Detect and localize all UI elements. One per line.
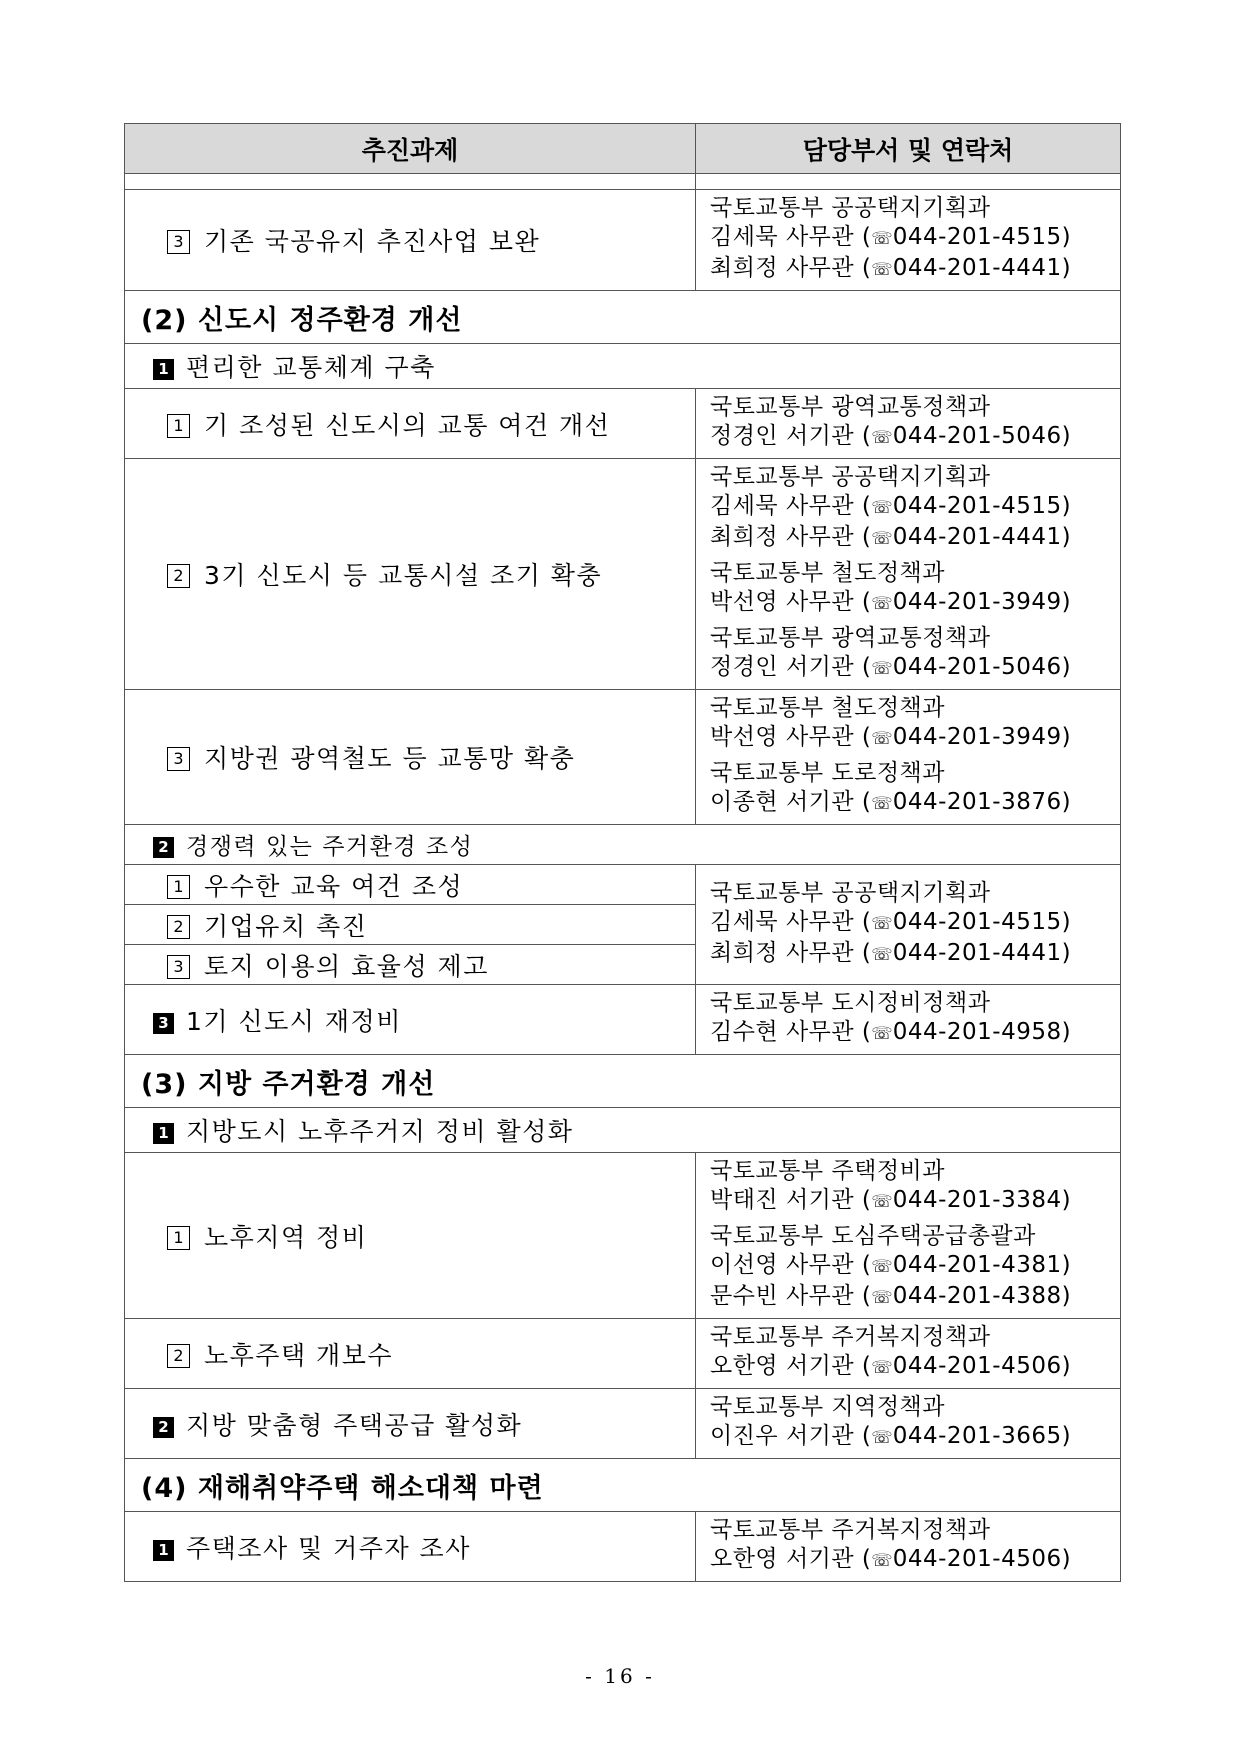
contact-person: 최희정 사무관 (☏044-201-4441): [710, 524, 1072, 550]
task-text: 지방권 광역철도 등 교통망 확충: [204, 744, 576, 773]
table-row: [125, 1153, 1121, 1319]
subsection-row: [125, 344, 1121, 389]
black-square-number: 2: [153, 837, 174, 858]
task-text: 3기 신도시 등 교통시설 조기 확충: [204, 561, 603, 590]
black-square-number: 2: [153, 1417, 174, 1438]
table-row: [125, 1389, 1121, 1459]
section-title: (3) 지방 주거환경 개선: [125, 1055, 1121, 1108]
phone-number: 044-201-4958: [892, 1019, 1062, 1045]
person-name: 김세묵 사무관: [710, 908, 855, 935]
contact-person: 김세묵 사무관 (☏044-201-4515): [710, 493, 1072, 519]
task-cell: [125, 1319, 696, 1389]
phone-number: 044-201-3949: [892, 589, 1062, 615]
table-row: [125, 389, 1121, 459]
task-text: 노후지역 정비: [204, 1222, 368, 1252]
page-number: - 16 -: [585, 1664, 655, 1688]
person-name: 이진우 서기관: [710, 1423, 855, 1449]
department-name: 국토교통부 주거복지정책과: [710, 1324, 991, 1350]
contact-cell: [696, 1319, 1121, 1389]
contact-person: 이선영 사무관 (☏044-201-4381): [710, 1252, 1072, 1278]
person-name: 오한영 서기관: [710, 1546, 855, 1572]
phone-icon: ☏: [871, 794, 893, 814]
task-cell: [125, 459, 696, 690]
subsection-row: [125, 825, 1121, 865]
table-row: [125, 985, 1121, 1055]
person-name: 김수현 사무관: [710, 1019, 855, 1045]
phone-icon: ☏: [871, 1024, 893, 1044]
task-text: 우수한 교육 여건 조성: [204, 871, 464, 901]
department-name: 국토교통부 도로정책과: [710, 760, 945, 786]
department-name: 국토교통부 도심주택공급총괄과: [710, 1223, 1036, 1249]
phone-icon: ☏: [871, 428, 893, 448]
phone-icon: ☏: [871, 529, 893, 549]
boxed-number: 3: [167, 230, 190, 254]
contact-group: [710, 1157, 1120, 1217]
phone-icon: ☏: [871, 260, 893, 280]
task-cell: [125, 389, 696, 459]
task-text: 지방 맞춤형 주택공급 활성화: [186, 1410, 523, 1440]
task-cell: [125, 190, 696, 291]
task-text: 기업유치 촉진: [204, 911, 368, 941]
phone-number: 044-201-4506: [892, 1353, 1062, 1379]
table-header-row: [125, 124, 1121, 174]
phone-icon: ☏: [871, 1192, 893, 1212]
contact-group: [710, 694, 1120, 754]
task-cell: [125, 1389, 696, 1459]
phone-icon: ☏: [871, 913, 893, 934]
section-title: (4) 재해취약주택 해소대책 마련: [125, 1459, 1121, 1512]
phone-icon: ☏: [871, 498, 893, 518]
section-row: [125, 1055, 1121, 1108]
subsection-row: [125, 1108, 1121, 1153]
department-name: 국토교통부 도시정비정책과: [710, 990, 991, 1016]
person-name: 김세묵 사무관: [710, 493, 855, 519]
task-cell: [125, 1512, 696, 1582]
phone-number: 044-201-4515: [892, 224, 1062, 250]
table-row: [125, 1512, 1121, 1582]
phone-number: 044-201-4441: [892, 255, 1062, 281]
contact-group: [710, 624, 1120, 684]
phone-icon: ☏: [871, 1358, 893, 1378]
phone-number: 044-201-4515: [892, 493, 1062, 519]
contact-person: 박선영 사무관 (☏044-201-3949): [710, 589, 1072, 615]
task-contact-table: [124, 123, 1121, 1582]
person-name: 정경인 서기관: [710, 654, 855, 680]
person-name: 최희정 사무관: [710, 939, 855, 966]
department-name: 국토교통부 광역교통정책과: [710, 394, 991, 420]
table-row: [125, 190, 1121, 291]
person-name: 박태진 서기관: [710, 1187, 855, 1213]
phone-number: 044-201-4506: [892, 1546, 1062, 1572]
section-row: [125, 291, 1121, 344]
boxed-number: 1: [167, 1226, 190, 1250]
department-name: 국토교통부 공공택지기획과: [710, 195, 991, 221]
task-cell: [125, 905, 696, 945]
person-name: 이선영 사무관: [710, 1252, 855, 1278]
person-name: 문수빈 사무관: [710, 1283, 855, 1309]
contact-cell: [696, 1389, 1121, 1459]
boxed-number: 1: [167, 875, 190, 899]
task-text: 주택조사 및 거주자 조사: [186, 1533, 471, 1563]
task-text: 지방도시 노후주거지 정비 활성화: [186, 1117, 574, 1146]
task-cell: [125, 1153, 696, 1319]
contact-group: [710, 463, 1120, 554]
phone-number: 044-201-5046: [892, 654, 1062, 680]
task-text: 기존 국공유지 추진사업 보완: [204, 227, 541, 256]
department-name: 국토교통부 철도정책과: [710, 560, 945, 586]
department-name: 국토교통부 공공택지기획과: [710, 879, 991, 906]
department-name: 국토교통부 주택정비과: [710, 1158, 945, 1184]
subsection-title: [125, 1108, 1121, 1153]
contact-person: 김수현 사무관 (☏044-201-4958): [710, 1019, 1072, 1045]
black-square-number: 1: [153, 1123, 174, 1144]
phone-number: 044-201-3949: [892, 724, 1062, 750]
table-row: [125, 459, 1121, 690]
contact-cell: [696, 690, 1121, 825]
boxed-number: 1: [167, 414, 190, 438]
contact-group: [710, 1323, 1120, 1383]
black-square-number: 1: [153, 1540, 174, 1561]
spacer-row: [125, 174, 1121, 190]
contact-person: 이종현 서기관 (☏044-201-3876): [710, 789, 1072, 815]
contact-group: [710, 759, 1120, 819]
phone-number: 044-201-3876: [892, 789, 1062, 815]
phone-icon: ☏: [871, 729, 893, 749]
contact-person: 최희정 사무관 (☏044-201-4441): [710, 939, 1072, 966]
contact-person: 오한영 서기관 (☏044-201-4506): [710, 1546, 1072, 1572]
contact-person: 오한영 서기관 (☏044-201-4506): [710, 1353, 1072, 1379]
person-name: 오한영 서기관: [710, 1353, 855, 1379]
person-name: 최희정 사무관: [710, 255, 855, 281]
phone-number: 044-201-5046: [892, 423, 1062, 449]
task-text: 노후주택 개보수: [204, 1340, 393, 1370]
contact-group: [710, 989, 1120, 1049]
task-text: 1기 신도시 재정비: [186, 1006, 402, 1036]
contact-group: [710, 1516, 1120, 1576]
boxed-number: 3: [167, 955, 190, 979]
subsection-title: [125, 344, 1121, 389]
task-cell: [125, 985, 696, 1055]
person-name: 이종현 서기관: [710, 789, 855, 815]
contact-cell: [696, 1153, 1121, 1319]
phone-icon: ☏: [871, 1551, 893, 1571]
contact-person: 박선영 사무관 (☏044-201-3949): [710, 724, 1072, 750]
contact-person: 김세묵 사무관 (☏044-201-4515): [710, 224, 1072, 250]
contact-person: 김세묵 사무관 (☏044-201-4515): [710, 908, 1072, 935]
contact-cell: [696, 459, 1121, 690]
phone-number: 044-201-3384: [892, 1187, 1062, 1213]
contact-person: 정경인 서기관 (☏044-201-5046): [710, 654, 1072, 680]
contact-person: 박태진 서기관 (☏044-201-3384): [710, 1187, 1072, 1213]
table-row: [125, 1319, 1121, 1389]
phone-number: 044-201-4441: [892, 524, 1062, 550]
header-contact: 담당부서 및 연락처: [696, 124, 1121, 174]
contact-cell: [696, 1512, 1121, 1582]
phone-number: 044-201-4515: [892, 908, 1062, 935]
contact-cell: [696, 389, 1121, 459]
boxed-number: 3: [167, 747, 190, 771]
contact-person: 문수빈 사무관 (☏044-201-4388): [710, 1283, 1072, 1309]
task-cell: [125, 945, 696, 985]
contact-person: 최희정 사무관 (☏044-201-4441): [710, 255, 1072, 281]
phone-icon: ☏: [871, 944, 893, 965]
boxed-number: 2: [167, 1344, 190, 1368]
contact-group: [710, 194, 1120, 285]
person-name: 김세묵 사무관: [710, 224, 855, 250]
task-text: 기 조성된 신도시의 교통 여건 개선: [204, 410, 611, 440]
section-row: [125, 1459, 1121, 1512]
contact-cell: [696, 190, 1121, 291]
phone-icon: ☏: [871, 1288, 893, 1308]
contact-group: [710, 1393, 1120, 1453]
section-title: (2) 신도시 정주환경 개선: [125, 291, 1121, 344]
table-body: [125, 174, 1121, 1582]
table-row: [125, 690, 1121, 825]
phone-icon: ☏: [871, 1257, 893, 1277]
department-name: 국토교통부 광역교통정책과: [710, 625, 991, 651]
task-text: 경쟁력 있는 주거환경 조성: [186, 834, 474, 860]
person-name: 최희정 사무관: [710, 524, 855, 550]
task-cell: [125, 865, 696, 905]
person-name: 박선영 사무관: [710, 724, 855, 750]
phone-icon: ☏: [871, 229, 893, 249]
contact-cell: [696, 985, 1121, 1055]
contact-person: 정경인 서기관 (☏044-201-5046): [710, 423, 1072, 449]
department-name: 국토교통부 지역정책과: [710, 1394, 945, 1420]
phone-icon: ☏: [871, 659, 893, 679]
contact-group: [710, 559, 1120, 619]
person-name: 정경인 서기관: [710, 423, 855, 449]
contact-person: 이진우 서기관 (☏044-201-3665): [710, 1423, 1072, 1449]
contact-group: [710, 1222, 1120, 1313]
black-square-number: 3: [153, 1013, 174, 1034]
boxed-number: 2: [167, 915, 190, 939]
phone-number: 044-201-4381: [892, 1252, 1062, 1278]
contact-group: [710, 879, 1120, 970]
task-text: 편리한 교통체계 구축: [186, 353, 436, 382]
black-square-number: 1: [153, 359, 174, 380]
department-name: 국토교통부 주거복지정책과: [710, 1517, 991, 1543]
person-name: 박선영 사무관: [710, 589, 855, 615]
contact-group: [710, 393, 1120, 453]
subsection-title: [125, 825, 1121, 865]
phone-icon: ☏: [871, 1428, 893, 1448]
phone-number: 044-201-4388: [892, 1283, 1062, 1309]
phone-number: 044-201-4441: [892, 939, 1062, 966]
phone-number: 044-201-3665: [892, 1423, 1062, 1449]
header-task: 추진과제: [125, 124, 696, 174]
contact-cell: [696, 865, 1121, 985]
phone-icon: ☏: [871, 594, 893, 614]
department-name: 국토교통부 공공택지기획과: [710, 464, 991, 490]
department-name: 국토교통부 철도정책과: [710, 695, 945, 721]
boxed-number: 2: [167, 564, 190, 588]
task-cell: [125, 690, 696, 825]
table-row: [125, 865, 1121, 905]
task-text: 토지 이용의 효율성 제고: [204, 951, 489, 981]
